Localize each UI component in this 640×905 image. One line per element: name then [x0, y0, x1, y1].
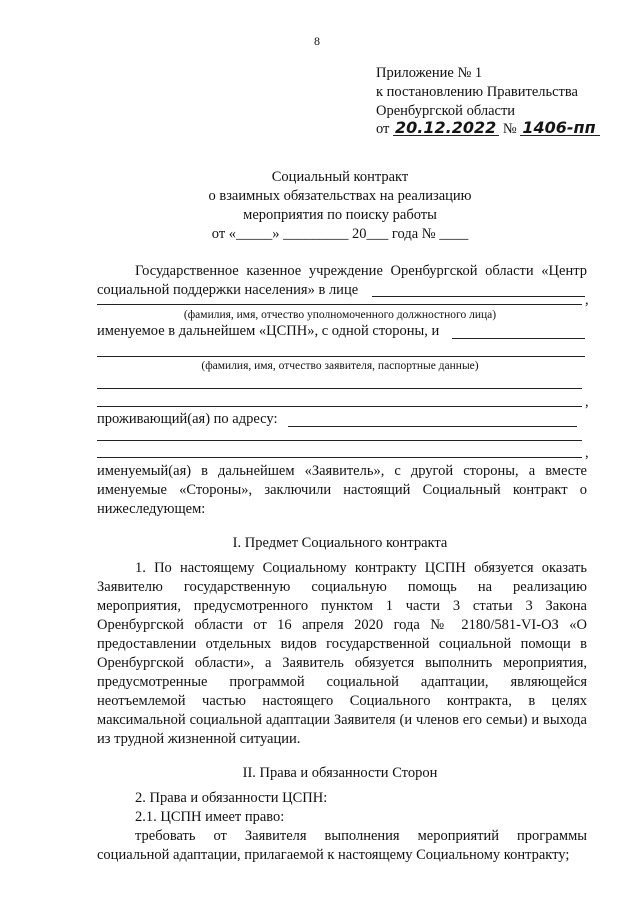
appendix-number-value: 1406-пп [520, 121, 599, 136]
section-1-line: предусмотренные программой социальной адаптации, являющейся [97, 674, 587, 690]
appendix-date-value: 20.12.2022 [393, 121, 499, 136]
appendix-date-line [376, 120, 600, 139]
appendix-date-prefix: от [376, 121, 390, 137]
section-2-line: требовать от Заявителя выполнения мероприятий программы [135, 828, 587, 844]
title-line-2: о взаимных обязательствах на реализацию [208, 188, 472, 204]
section-2-item-2-1: 2.1. ЦСПН имеет право: [135, 809, 285, 825]
section-1-line: мероприятия, предусмотренного пунктом 1 части 3 статьи 3 Закона [97, 598, 587, 614]
passport-field-1 [97, 388, 582, 389]
appendix-number-prefix: № [502, 121, 517, 137]
section-1-line: предоставлении отдельных видов государственной социальной помощи в [97, 636, 587, 652]
title-line-3: мероприятия по поиску работы [243, 207, 437, 223]
address-field-3 [97, 457, 582, 458]
section-2-line: социальной адаптации, прилагаемой к настоящему Социальному контракту; [97, 847, 570, 863]
parties-intro-line-1: Государственное казенное учреждение Оренбургской области «Центр [135, 263, 587, 279]
official-name-field-2 [97, 304, 582, 305]
passport-field-2 [97, 406, 582, 407]
parties-final-line-1: именуемый(ая) в дальнейшем «Заявитель», с другой стороны, а вместе [97, 463, 587, 479]
comma-2: , [585, 394, 589, 410]
caption-official: (фамилия, имя, отчество уполномоченного должностного лица) [183, 309, 497, 321]
appendix-line-1: Приложение № 1 [376, 65, 483, 81]
caption-applicant: (фамилия, имя, отчество заявителя, паспортные данные) [201, 360, 479, 372]
title-line-1: Социальный контракт [271, 169, 409, 185]
section-1-heading: I. Предмет Социального контракта [232, 535, 448, 551]
parties-final-line-3: нижеследующем: [97, 501, 206, 517]
official-name-field [372, 296, 585, 297]
appendix-line-2: к постановлению Правительства [376, 84, 578, 100]
section-1-line: максимальной социальной адаптации Заявителя (и членов его семьи) и выхода [97, 712, 587, 728]
section-1-line: из трудной жизненной ситуации. [97, 731, 301, 747]
appendix-line-3: Оренбургской области [376, 103, 516, 119]
section-1-line: Оренбургской области», а Заявитель обязуется выполнить мероприятия, [97, 655, 587, 671]
applicant-name-field [452, 338, 585, 339]
applicant-name-field-2 [97, 356, 585, 357]
hereinafter-cspn: именуемое в дальнейшем «ЦСПН», с одной стороны, и [97, 323, 440, 339]
section-1-line: Заявителю государственную социальную помощь на реализацию [97, 579, 587, 595]
section-1-line: 1. По настоящему Социальному контракту ЦСПН обязуется оказать [135, 560, 587, 576]
residing-label: проживающий(ая) по адресу: [97, 411, 278, 427]
address-field-2 [97, 440, 582, 441]
section-1-line: Оренбургской области от 16 апреля 2020 года № 2180/581-VI-ОЗ «О [97, 617, 587, 633]
address-field-1 [288, 426, 577, 427]
section-2-heading: II. Права и обязанности Сторон [242, 765, 438, 781]
comma-1: , [585, 292, 589, 308]
comma-3: , [585, 445, 589, 461]
section-1-line: неотъемлемой частью настоящего Социального контракта, в целях [97, 693, 587, 709]
parties-intro-line-2: социальной поддержки населения» в лице [97, 282, 359, 298]
page-number: 8 [314, 34, 320, 48]
parties-final-line-2: именуемые «Стороны», заключили настоящий Социальный контракт о [97, 482, 587, 498]
contract-date-line: от «_____» _________ 20___ года № ____ [211, 226, 469, 242]
section-2-item-2: 2. Права и обязанности ЦСПН: [135, 790, 328, 806]
